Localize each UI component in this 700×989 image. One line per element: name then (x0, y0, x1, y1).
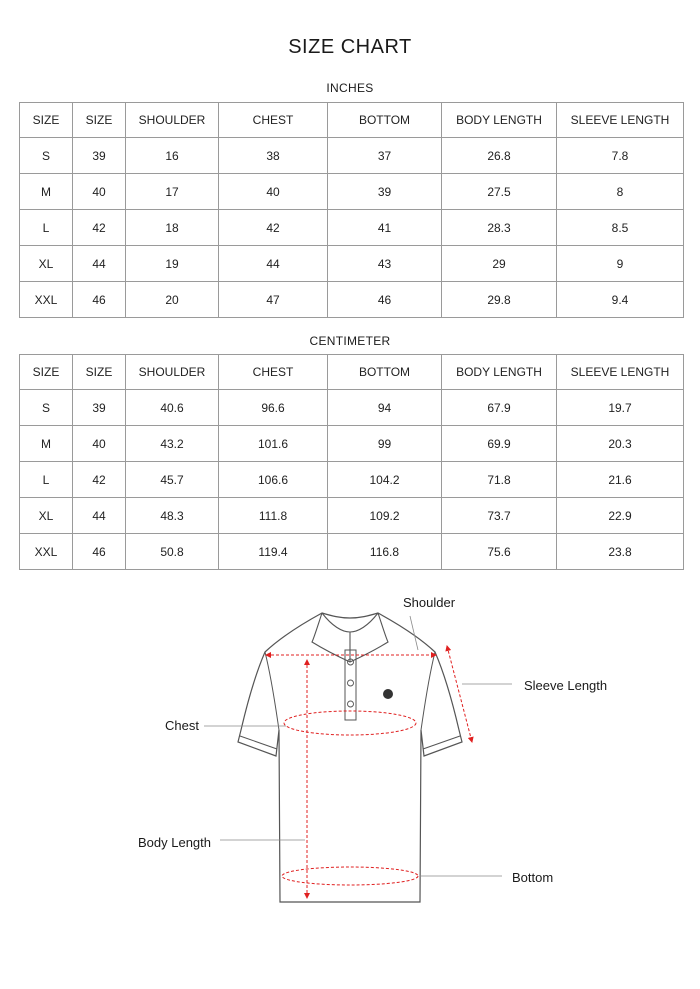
table-cell: 43 (328, 246, 442, 282)
table-cell: 104.2 (328, 462, 442, 498)
table-cell: 29 (442, 246, 557, 282)
right-armhole-seam (421, 652, 435, 730)
table-row (20, 426, 684, 462)
column-header: SIZE (20, 355, 73, 390)
table-cell: 40 (73, 426, 126, 462)
logo-badge-icon (383, 689, 393, 699)
table-cell: 45.7 (126, 462, 219, 498)
centimeter-size-table (19, 354, 684, 570)
table-cell: 96.6 (219, 390, 328, 426)
table-cell: 19 (126, 246, 219, 282)
table-cell: 40 (73, 174, 126, 210)
table-row (20, 138, 684, 174)
table-row (20, 174, 684, 210)
column-header: BODY LENGTH (442, 103, 557, 138)
table-cell: 42 (73, 210, 126, 246)
table-cell: 9 (557, 246, 684, 282)
table-cell: XXL (20, 282, 73, 318)
body-length-callout: Body Length (138, 835, 212, 850)
table-row (20, 246, 684, 282)
table-cell: 48.3 (126, 498, 219, 534)
table-cell: M (20, 426, 73, 462)
table-cell: 44 (73, 246, 126, 282)
table-header-row (20, 103, 684, 138)
table-cell: 46 (328, 282, 442, 318)
table-cell: 42 (73, 462, 126, 498)
centimeter-section-label: CENTIMETER (309, 334, 391, 348)
table-cell: 42 (219, 210, 328, 246)
table-cell: 50.8 (126, 534, 219, 570)
table-row (20, 210, 684, 246)
table-row (20, 390, 684, 426)
table-cell: 8 (557, 174, 684, 210)
measurement-diagram (0, 580, 700, 920)
right-sleeve-cuff (423, 736, 460, 749)
table-cell: 99 (328, 426, 442, 462)
table-cell: 67.9 (442, 390, 557, 426)
table-cell: 40 (219, 174, 328, 210)
table-cell: 47 (219, 282, 328, 318)
table-cell: 94 (328, 390, 442, 426)
table-cell: 21.6 (557, 462, 684, 498)
bottom-measure-ellipse (282, 867, 418, 885)
table-row (20, 498, 684, 534)
table-cell: 69.9 (442, 426, 557, 462)
column-header: SLEEVE LENGTH (557, 103, 684, 138)
table-cell: 16 (126, 138, 219, 174)
shoulder-callout: Shoulder (403, 595, 456, 610)
table-cell: 75.6 (442, 534, 557, 570)
column-header: BODY LENGTH (442, 355, 557, 390)
button-3 (348, 701, 354, 707)
table-cell: 20.3 (557, 426, 684, 462)
table-cell: 8.5 (557, 210, 684, 246)
inches-size-table (19, 102, 684, 318)
table-cell: 106.6 (219, 462, 328, 498)
table-cell: L (20, 462, 73, 498)
table-row (20, 462, 684, 498)
page-title: SIZE CHART (288, 36, 412, 58)
table-cell: L (20, 210, 73, 246)
table-cell: 37 (328, 138, 442, 174)
left-armhole-seam (265, 652, 279, 730)
table-cell: 41 (328, 210, 442, 246)
column-header: SHOULDER (126, 103, 219, 138)
table-cell: 38 (219, 138, 328, 174)
column-header: SIZE (20, 103, 73, 138)
sleeve-length-callout: Sleeve Length (524, 678, 608, 693)
column-header: SIZE (73, 355, 126, 390)
table-cell: 22.9 (557, 498, 684, 534)
table-cell: 7.8 (557, 138, 684, 174)
table-cell: 19.7 (557, 390, 684, 426)
column-header: CHEST (219, 103, 328, 138)
column-header: SIZE (73, 103, 126, 138)
table-cell: 43.2 (126, 426, 219, 462)
table-cell: 39 (73, 390, 126, 426)
table-cell: 29.8 (442, 282, 557, 318)
table-cell: 18 (126, 210, 219, 246)
column-header: SLEEVE LENGTH (557, 355, 684, 390)
sleeve-measure-line (447, 646, 472, 742)
table-cell: 46 (73, 282, 126, 318)
table-cell: 27.5 (442, 174, 557, 210)
column-header: BOTTOM (328, 103, 442, 138)
table-cell: 17 (126, 174, 219, 210)
table-cell: 101.6 (219, 426, 328, 462)
table-cell: 23.8 (557, 534, 684, 570)
table-cell: 28.3 (442, 210, 557, 246)
table-cell: S (20, 390, 73, 426)
table-cell: 109.2 (328, 498, 442, 534)
table-cell: 44 (219, 246, 328, 282)
table-row (20, 282, 684, 318)
table-cell: 26.8 (442, 138, 557, 174)
table-cell: S (20, 138, 73, 174)
chest-measure-ellipse (284, 711, 416, 735)
table-cell: XXL (20, 534, 73, 570)
table-cell: 116.8 (328, 534, 442, 570)
table-cell: 71.8 (442, 462, 557, 498)
table-cell: 39 (73, 138, 126, 174)
button-2 (348, 680, 354, 686)
table-cell: 46 (73, 534, 126, 570)
table-cell: 39 (328, 174, 442, 210)
table-header-row (20, 355, 684, 390)
table-cell: XL (20, 498, 73, 534)
column-header: BOTTOM (328, 355, 442, 390)
polo-shirt-illustration (0, 580, 700, 920)
column-header: SHOULDER (126, 355, 219, 390)
table-cell: 111.8 (219, 498, 328, 534)
column-header: CHEST (219, 355, 328, 390)
left-sleeve-cuff (240, 736, 277, 749)
table-cell: 40.6 (126, 390, 219, 426)
table-cell: XL (20, 246, 73, 282)
inches-section-label: INCHES (326, 81, 374, 95)
table-cell: 119.4 (219, 534, 328, 570)
table-cell: 44 (73, 498, 126, 534)
table-cell: 20 (126, 282, 219, 318)
table-cell: M (20, 174, 73, 210)
table-cell: 73.7 (442, 498, 557, 534)
table-cell: 9.4 (557, 282, 684, 318)
table-row (20, 534, 684, 570)
bottom-callout: Bottom (512, 870, 554, 885)
chest-callout: Chest (165, 718, 199, 733)
